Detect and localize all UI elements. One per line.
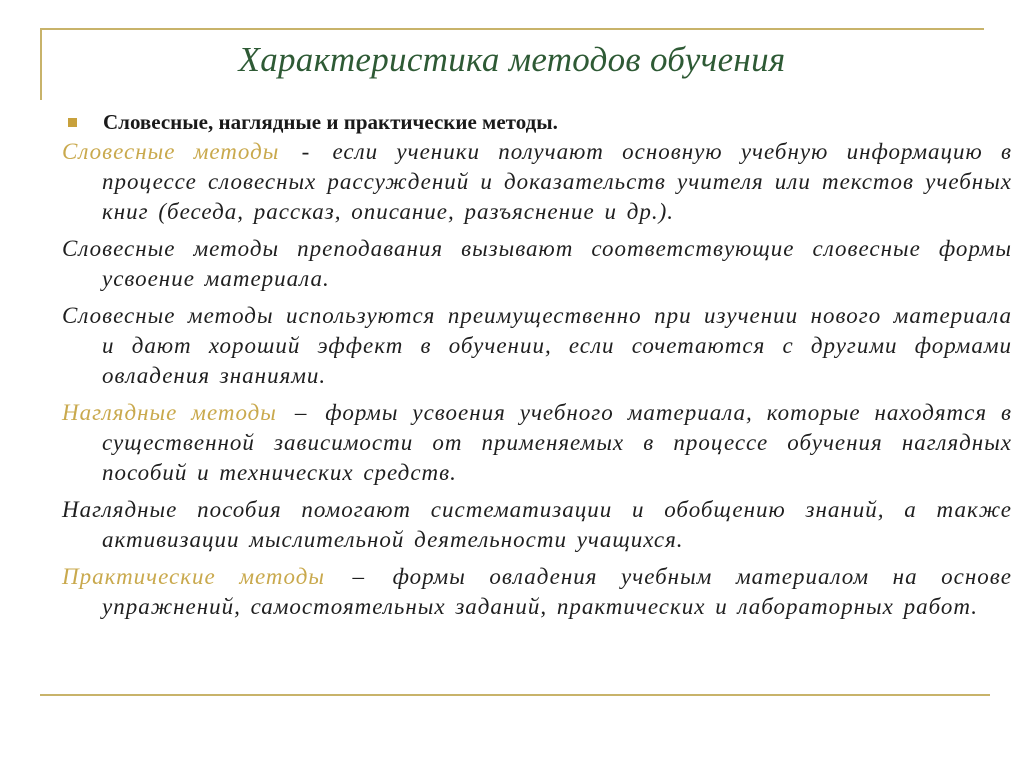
paragraph-text: формы усвоения учебного материала, которые находятся в существенной зависимости от применяемых в процессе обучения наглядных пособий и технических средств. [102, 400, 1012, 485]
paragraph-verbal-forms [62, 234, 1012, 294]
bullet-heading: Словесные, наглядные и практические методы. [103, 110, 558, 134]
keyword-practical-methods: Практические методы [62, 564, 325, 589]
paragraph-text: если ученики получают основную учебную информацию в процессе словесных рассуждений и доказательств учителя или текстов учебных книг (беседа, рассказ, описание, разъяснение и др.). [102, 139, 1013, 224]
paragraph-text: Словесные методы преподавания вызывают соответствующие словесные формы усвоение материала. [62, 236, 1012, 291]
slide-body [62, 110, 1012, 629]
keyword-verbal-methods: Словесные методы [62, 139, 280, 164]
bullet-item [62, 110, 1012, 135]
paragraph-visual-aids [62, 495, 1012, 555]
keyword-visual-methods: Наглядные методы [62, 400, 277, 425]
frame-bottom-line [40, 694, 990, 696]
paragraph-verbal-methods [62, 137, 1012, 227]
paragraph-practical-methods [62, 562, 1012, 622]
paragraph-verbal-usage [62, 301, 1012, 391]
square-bullet-icon [68, 118, 77, 127]
separator: – [352, 564, 366, 589]
paragraph-text: Словесные методы используются преимущественно при изучении нового материала и дают хороший эффект в обучении, если сочетаются с другими формами овладения знаниями. [62, 303, 1012, 388]
paragraph-visual-methods [62, 398, 1012, 488]
paragraph-text: Наглядные пособия помогают систематизации и обобщению знаний, а также активизации мыслительной деятельности учащихся. [62, 497, 1012, 552]
separator: – [294, 400, 308, 425]
slide-title: Характеристика методов обучения [238, 40, 786, 79]
separator: - [301, 139, 311, 164]
paragraph-text: формы овладения учебным материалом на основе упражнений, самостоятельных заданий, практических и лабораторных работ. [102, 564, 1012, 619]
frame-top-line [40, 28, 984, 30]
